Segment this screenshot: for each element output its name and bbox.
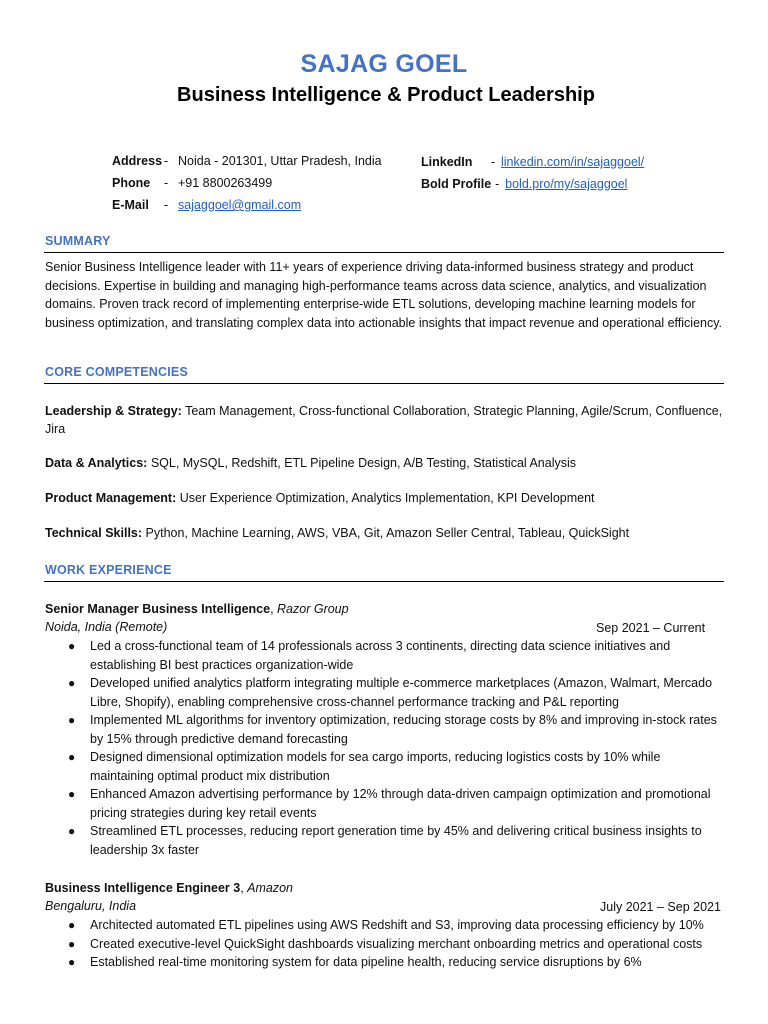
bold-profile-separator: - [495,177,500,191]
phone-label: Phone [112,176,151,190]
bullet-text: Led a cross-functional team of 14 professionals across 3 continents, directing data science initiatives and establishing BI best practices organization-wide [90,639,671,672]
bold-profile-link[interactable]: bold.pro/my/sajaggoel [505,177,628,191]
list-item [45,674,725,711]
address-separator: - [164,154,169,168]
candidate-title: Business Intelligence & Product Leadership [177,84,595,106]
address-label: Address [112,154,163,168]
bullet-text: Designed dimensional optimization models for sea cargo imports, reducing logistics costs by 10% while maintaining optimal product mix distribution [90,750,661,783]
summary-text: Senior Business Intelligence leader with 11+ years of experience driving data-informed business strategy and product decisions. Expertise in building and managing high-performance teams across data science, analytics, and visualization domains. Proven track record of implementing enterprise-wide ETL solutions, developing machine learning models for business optimization, and translating complex data into actionable insights that impact revenue and operational efficiency. [45,260,723,330]
competencies-heading: CORE COMPETENCIES [45,365,188,379]
experience-divider [44,581,724,582]
competency-product-management [45,489,730,507]
competency-value: Python, Machine Learning, AWS, VBA, Git, Amazon Seller Central, Tableau, QuickSight [142,526,630,540]
bullet-text: Enhanced Amazon advertising performance by 12% through data-driven campaign optimization and promotional pricing strategies during key retail events [90,787,711,820]
email-link[interactable]: sajaggoel@gmail.com [178,198,302,212]
competency-label: Data & Analytics: [45,456,148,470]
competency-label: Leadership & Strategy: [45,404,182,418]
email-row [112,194,382,216]
job-dates: Sep 2021 – Current [596,621,706,635]
contact-left [112,150,382,216]
job-title-row: Senior Manager Business Intelligence, Razor Group [45,602,349,616]
list-item [45,637,725,674]
job-company: Amazon [247,881,294,895]
competency-leadership [45,402,730,438]
job-dates: July 2021 – Sep 2021 [600,900,721,914]
bold-profile-row [421,173,644,195]
bullet-icon: ● [68,824,76,838]
competencies-divider [44,383,724,384]
competency-technical-skills [45,524,730,542]
bullet-text: Streamlined ETL processes, reducing report generation time by 45% and delivering critical business insights to leadership 3x faster [90,824,702,857]
competency-label: Technical Skills: [45,526,143,540]
bullet-text: Architected automated ETL pipelines using AWS Redshift and S3, improving data processing efficiency by 10% [90,918,704,932]
job-role: Senior Manager Business Intelligence [45,602,271,616]
job-bullets [45,637,725,859]
bullet-icon: ● [68,955,76,969]
list-item [45,953,725,972]
list-item [45,935,725,954]
competency-value: SQL, MySQL, Redshift, ETL Pipeline Design, A/B Testing, Statistical Analysis [147,456,577,470]
bullet-icon: ● [68,787,76,801]
contact-right [421,151,644,195]
bullet-icon: ● [68,713,76,727]
competency-data-analytics [45,454,730,472]
competency-value: User Experience Optimization, Analytics Implementation, KPI Development [176,491,595,505]
email-label: E-Mail [112,198,149,212]
email-separator: - [164,198,169,212]
candidate-name: SAJAG GOEL [300,50,468,78]
bullet-icon: ● [68,639,76,653]
job-company: Razor Group [277,602,349,616]
summary-heading: SUMMARY [45,234,111,248]
bullet-text: Developed unified analytics platform integrating multiple e-commerce marketplaces (Amazon, Walmart, Mercado Libre, Shopify), enabling comprehensive cross-channel performance tracking and P&L reporting [90,676,713,709]
bullet-icon: ● [68,918,76,932]
experience-heading: WORK EXPERIENCE [45,563,172,577]
job-location: Bengaluru, India [45,899,137,913]
linkedin-row [421,151,644,173]
phone-value: +91 8800263499 [178,176,273,190]
list-item [45,748,725,785]
competency-value: Team Management, Cross-functional Collaboration, Strategic Planning, Agile/Scrum, Confluence, Jira [45,404,723,436]
bold-profile-label: Bold Profile [421,177,492,191]
linkedin-link[interactable]: linkedin.com/in/sajaggoel/ [501,155,645,169]
linkedin-separator: - [491,155,496,169]
address-value: Noida - 201301, Uttar Pradesh, India [178,154,382,168]
phone-row [112,172,382,194]
list-item [45,711,725,748]
bullet-text: Implemented ML algorithms for inventory optimization, reducing storage costs by 8% and improving in-stock rates by 15% through predictive demand forecasting [90,713,717,746]
job-title-row: Business Intelligence Engineer 3, Amazon [45,881,294,895]
linkedin-label: LinkedIn [421,155,473,169]
list-item [45,916,725,935]
job-role: Business Intelligence Engineer 3 [45,881,241,895]
list-item [45,785,725,822]
bullet-icon: ● [68,676,76,690]
summary-divider [44,252,724,253]
bullet-icon: ● [68,750,76,764]
job-bullets [45,916,725,972]
list-item [45,822,725,859]
phone-separator: - [164,176,169,190]
job-location: Noida, India (Remote) [45,620,168,634]
bullet-text: Created executive-level QuickSight dashboards visualizing merchant onboarding metrics and operational costs [90,936,703,951]
address-row [112,150,382,172]
bullet-icon: ● [68,936,76,951]
competency-label: Product Management: [45,491,177,505]
bullet-text: Established real-time monitoring system for data pipeline health, reducing service disruptions by 6% [90,955,642,969]
